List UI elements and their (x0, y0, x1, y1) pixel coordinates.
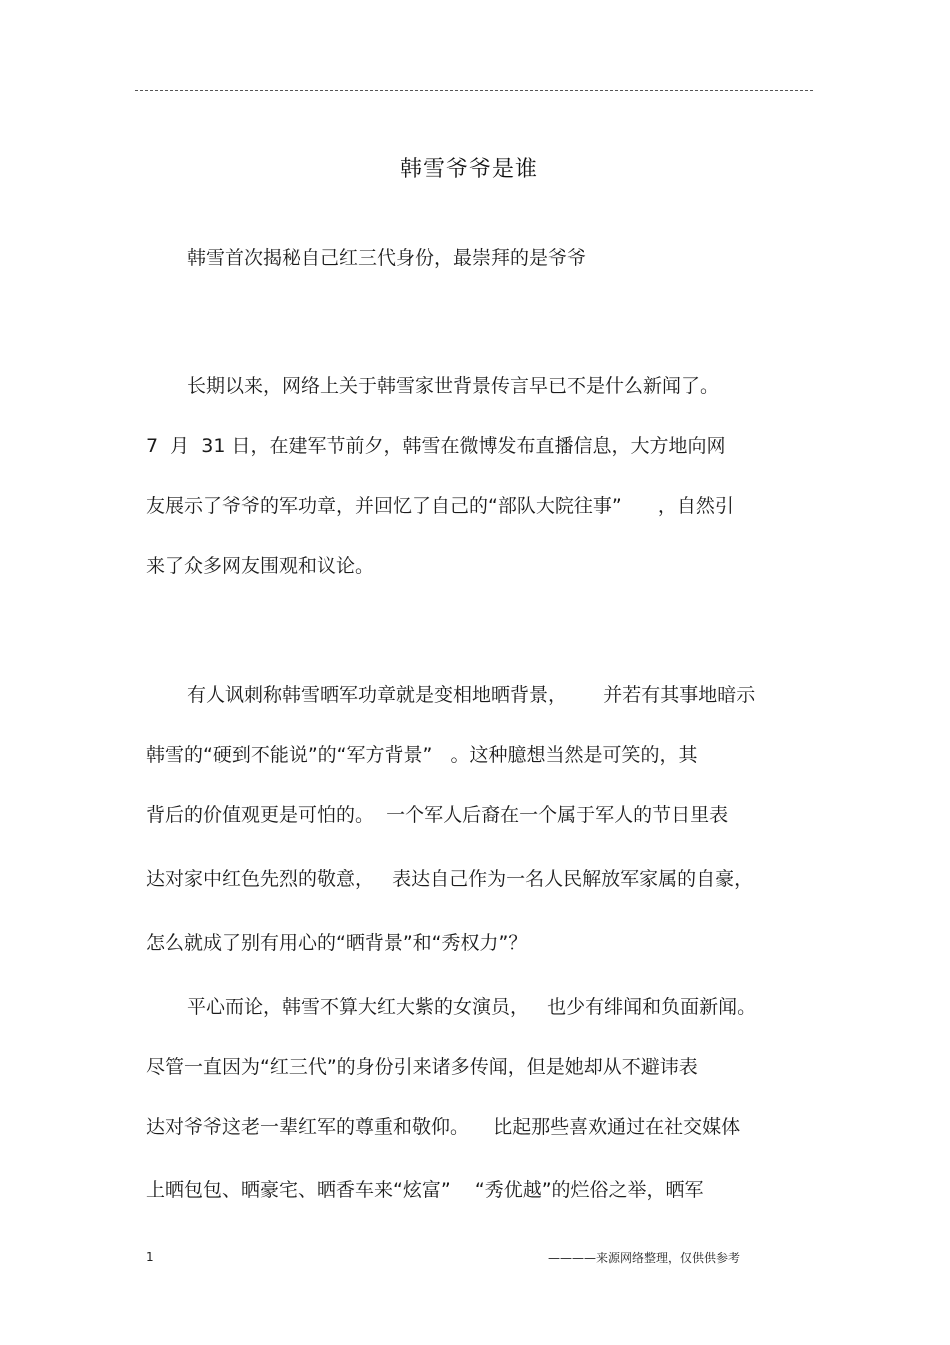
paragraph-1-line-1: 长期以来，网络上关于韩雪家世背景传言早已不是什么新闻了。 (187, 375, 720, 397)
header-dashed-rule (135, 90, 813, 91)
source-note: ————来源网络整理，仅供供参考 (548, 1251, 741, 1265)
page-number: 1 (146, 1250, 154, 1264)
paragraph-2-line-3: 背后的价值观更是可怕的。 一个军人后裔在一个属于军人的节日里表 (146, 804, 729, 826)
paragraph-3-line-3: 达对爷爷这老一辈红军的尊重和敬仰。 比起那些喜欢通过在社交媒体 (146, 1116, 741, 1138)
paragraph-2-line-2: 韩雪的“硬到不能说”的“军方背景” 。这种臆想当然是可笑的，其 (146, 744, 698, 766)
paragraph-2-line-4: 达对家中红色先烈的敬意， 表达自己作为一名人民解放军家属的自豪， (146, 868, 754, 890)
paragraph-3-line-4: 上晒包包、晒豪宅、晒香车来“炫富” “秀优越”的烂俗之举，晒军 (146, 1179, 704, 1201)
paragraph-1-line-3: 友展示了爷爷的军功章，并回忆了自己的“部队大院往事” ，自然引 (146, 495, 734, 517)
paragraph-1-line-2: 7 月 31 日，在建军节前夕，韩雪在微博发布直播信息，大方地向网 (146, 435, 726, 457)
subtitle: 韩雪首次揭秘自己红三代身份，最崇拜的是爷爷 (187, 247, 587, 269)
paragraph-2-line-1: 有人讽刺称韩雪晒军功章就是变相地晒背景， 并若有其事地暗示 (187, 684, 756, 706)
paragraph-3-line-1: 平心而论，韩雪不算大红大紫的女演员， 也少有绯闻和负面新闻。 (187, 996, 757, 1018)
paragraph-3-line-2: 尽管一直因为“红三代”的身份引来诸多传闻，但是她却从不避讳表 (146, 1056, 698, 1078)
document-title: 韩雪爷爷是谁 (399, 157, 538, 182)
paragraph-1-line-4: 来了众多网友围观和议论。 (146, 555, 375, 577)
paragraph-2-line-5: 怎么就成了别有用心的“晒背景”和“秀权力”？ (146, 932, 528, 954)
